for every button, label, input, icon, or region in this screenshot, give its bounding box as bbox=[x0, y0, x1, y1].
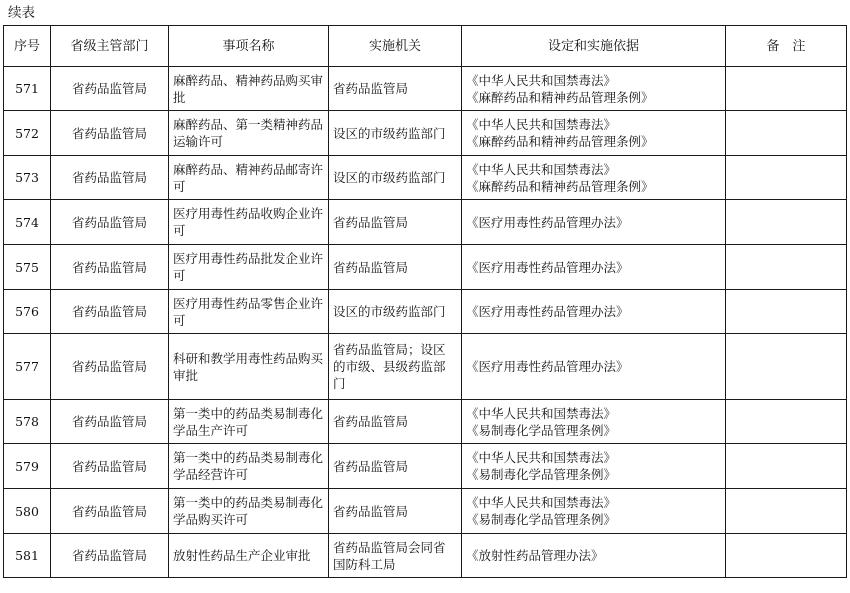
basis-line: 《麻醉药品和精神药品管理条例》 bbox=[466, 178, 654, 194]
cell-dept: 省药品监管局 bbox=[51, 290, 169, 334]
cell-remark bbox=[726, 400, 847, 444]
header-item: 事项名称 bbox=[169, 26, 329, 67]
cell-item: 医疗用毒性药品零售企业许可 bbox=[169, 290, 329, 334]
cell-basis bbox=[462, 444, 726, 489]
basis-line: 《中华人民共和国禁毒法》 bbox=[466, 495, 617, 510]
cell-remark bbox=[726, 290, 847, 334]
cell-seq: 579 bbox=[4, 444, 51, 489]
table-row bbox=[4, 290, 847, 334]
cell-basis bbox=[462, 489, 726, 534]
cell-item: 第一类中的药品类易制毒化学品购买许可 bbox=[169, 489, 329, 534]
table-row bbox=[4, 489, 847, 534]
basis-line: 《中华人民共和国禁毒法》 bbox=[466, 161, 617, 177]
cell-dept: 省药品监管局 bbox=[51, 156, 169, 200]
cell-basis bbox=[462, 290, 726, 334]
cell-dept: 省药品监管局 bbox=[51, 111, 169, 156]
cell-item: 第一类中的药品类易制毒化学品经营许可 bbox=[169, 444, 329, 489]
cell-item: 麻醉药品、精神药品邮寄许可 bbox=[169, 156, 329, 200]
table-row bbox=[4, 111, 847, 156]
cell-agency: 省药品监管局 bbox=[329, 67, 462, 111]
table-header bbox=[4, 26, 847, 67]
cell-basis bbox=[462, 534, 726, 578]
cell-remark bbox=[726, 534, 847, 578]
table-row bbox=[4, 245, 847, 290]
cell-dept: 省药品监管局 bbox=[51, 534, 169, 578]
cell-dept: 省药品监管局 bbox=[51, 489, 169, 534]
basis-line: 《中华人民共和国禁毒法》 bbox=[466, 117, 617, 132]
table-row bbox=[4, 67, 847, 111]
table-row bbox=[4, 444, 847, 489]
cell-agency: 省药品监管局 bbox=[329, 444, 462, 489]
cell-seq: 580 bbox=[4, 489, 51, 534]
table-row bbox=[4, 200, 847, 245]
cell-item: 麻醉药品、第一类精神药品运输许可 bbox=[169, 111, 329, 156]
cell-dept: 省药品监管局 bbox=[51, 444, 169, 489]
cell-seq: 581 bbox=[4, 534, 51, 578]
basis-line: 《医疗用毒性药品管理办法》 bbox=[466, 259, 629, 275]
cell-basis bbox=[462, 200, 726, 245]
basis-line: 《医疗用毒性药品管理办法》 bbox=[466, 359, 629, 374]
cell-remark bbox=[726, 489, 847, 534]
cell-item: 麻醉药品、精神药品购买审批 bbox=[169, 67, 329, 111]
header-agency: 实施机关 bbox=[329, 26, 462, 67]
cell-dept: 省药品监管局 bbox=[51, 400, 169, 444]
cell-item: 科研和教学用毒性药品购买审批 bbox=[169, 334, 329, 400]
header-dept: 省级主管部门 bbox=[51, 26, 169, 67]
cell-seq: 576 bbox=[4, 290, 51, 334]
cell-seq: 572 bbox=[4, 111, 51, 156]
cell-agency: 设区的市级药监部门 bbox=[329, 156, 462, 200]
basis-line: 《易制毒化学品管理条例》 bbox=[466, 422, 617, 438]
cell-dept: 省药品监管局 bbox=[51, 334, 169, 400]
basis-line: 《医疗用毒性药品管理办法》 bbox=[466, 304, 629, 319]
basis-line: 《麻醉药品和精神药品管理条例》 bbox=[466, 89, 654, 105]
cell-remark bbox=[726, 111, 847, 156]
cell-remark bbox=[726, 200, 847, 245]
header-row bbox=[4, 26, 847, 67]
cell-seq: 577 bbox=[4, 334, 51, 400]
cell-agency: 省药品监管局会同省国防科工局 bbox=[329, 534, 462, 578]
basis-line: 《放射性药品管理办法》 bbox=[466, 548, 604, 563]
cell-basis bbox=[462, 245, 726, 290]
cell-item: 医疗用毒性药品收购企业许可 bbox=[169, 200, 329, 245]
cell-seq: 574 bbox=[4, 200, 51, 245]
cell-remark bbox=[726, 67, 847, 111]
header-seq: 序号 bbox=[4, 26, 51, 67]
cell-remark bbox=[726, 334, 847, 400]
cell-remark bbox=[726, 156, 847, 200]
cell-seq: 571 bbox=[4, 67, 51, 111]
basis-line: 《医疗用毒性药品管理办法》 bbox=[466, 214, 629, 230]
basis-line: 《中华人民共和国禁毒法》 bbox=[466, 450, 617, 465]
cell-agency: 省药品监管局 bbox=[329, 400, 462, 444]
header-basis: 设定和实施依据 bbox=[462, 26, 726, 67]
cell-agency: 省药品监管局 bbox=[329, 489, 462, 534]
basis-line: 《麻醉药品和精神药品管理条例》 bbox=[466, 134, 654, 149]
cell-dept: 省药品监管局 bbox=[51, 245, 169, 290]
cell-basis bbox=[462, 67, 726, 111]
cell-seq: 578 bbox=[4, 400, 51, 444]
header-remark: 备 注 bbox=[726, 26, 847, 67]
cell-agency: 设区的市级药监部门 bbox=[329, 290, 462, 334]
cell-agency: 省药品监管局；设区的市级、县级药监部门 bbox=[329, 334, 462, 400]
table-row bbox=[4, 334, 847, 400]
licensing-table bbox=[3, 25, 847, 578]
cell-item: 第一类中的药品类易制毒化学品生产许可 bbox=[169, 400, 329, 444]
cell-item: 放射性药品生产企业审批 bbox=[169, 534, 329, 578]
basis-line: 《中华人民共和国禁毒法》 bbox=[466, 72, 617, 88]
basis-line: 《易制毒化学品管理条例》 bbox=[466, 467, 617, 482]
cell-remark bbox=[726, 444, 847, 489]
cell-basis bbox=[462, 156, 726, 200]
cell-basis bbox=[462, 400, 726, 444]
table-row bbox=[4, 534, 847, 578]
cell-agency: 设区的市级药监部门 bbox=[329, 111, 462, 156]
basis-line: 《中华人民共和国禁毒法》 bbox=[466, 405, 617, 421]
table-row bbox=[4, 156, 847, 200]
table-row bbox=[4, 400, 847, 444]
cell-basis bbox=[462, 111, 726, 156]
page-heading: 续表 bbox=[8, 5, 35, 21]
table-body bbox=[4, 67, 847, 578]
cell-basis bbox=[462, 334, 726, 400]
basis-line: 《易制毒化学品管理条例》 bbox=[466, 512, 617, 527]
cell-dept: 省药品监管局 bbox=[51, 67, 169, 111]
cell-agency: 省药品监管局 bbox=[329, 200, 462, 245]
cell-dept: 省药品监管局 bbox=[51, 200, 169, 245]
cell-seq: 573 bbox=[4, 156, 51, 200]
cell-item: 医疗用毒性药品批发企业许可 bbox=[169, 245, 329, 290]
cell-remark bbox=[726, 245, 847, 290]
cell-seq: 575 bbox=[4, 245, 51, 290]
cell-agency: 省药品监管局 bbox=[329, 245, 462, 290]
